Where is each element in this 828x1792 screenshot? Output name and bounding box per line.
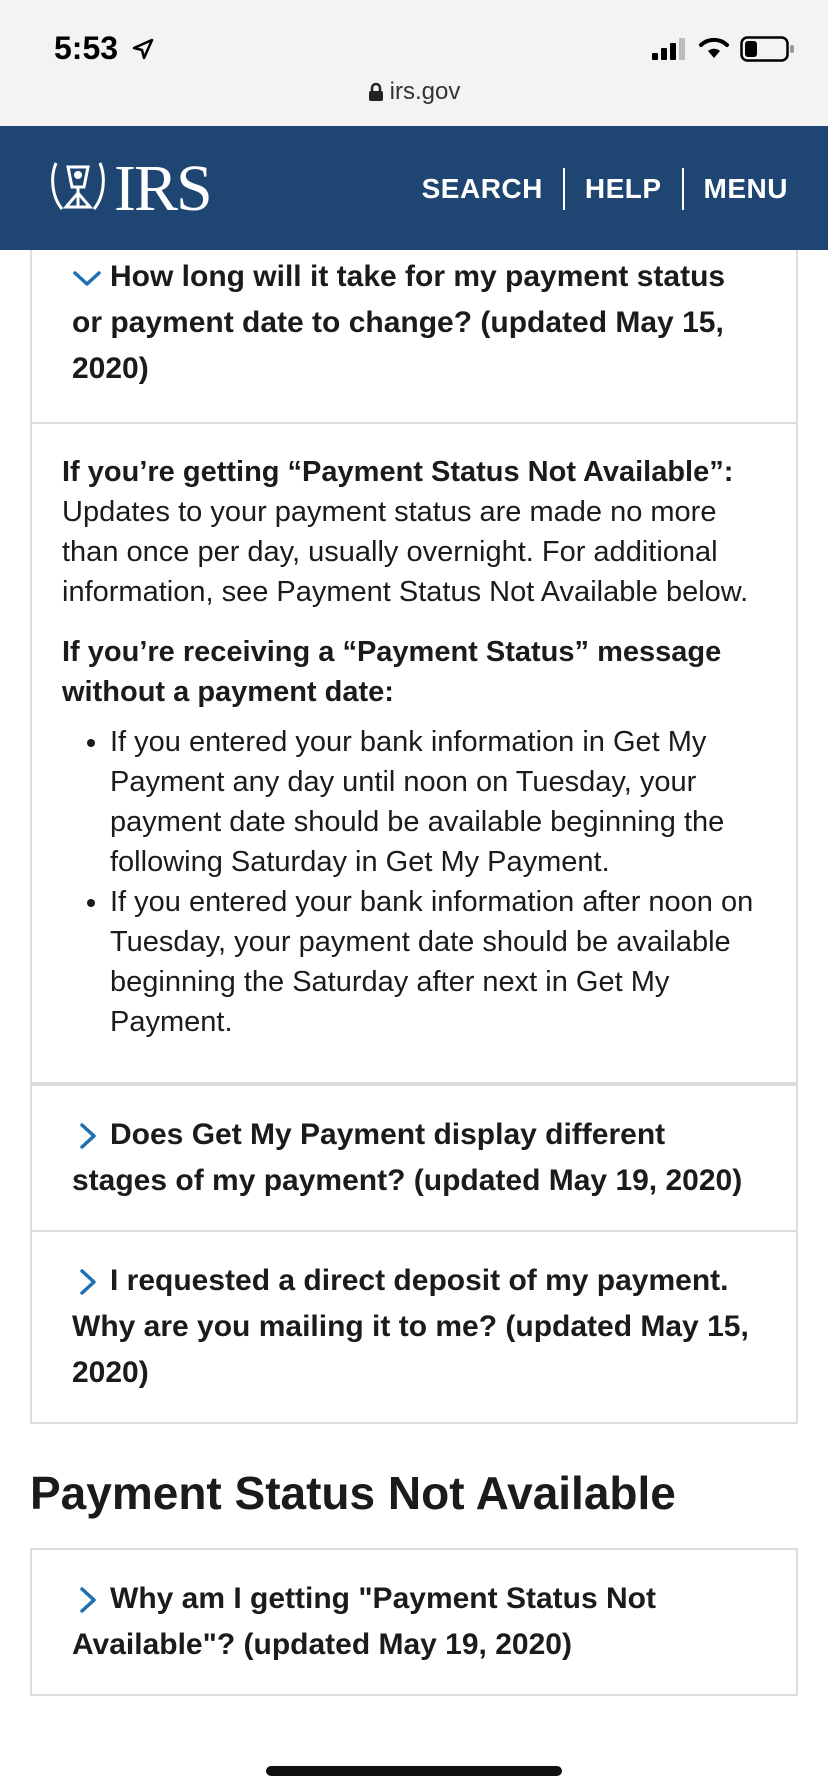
logo-text: IRS (114, 152, 211, 225)
nav-menu[interactable]: MENU (703, 173, 788, 204)
list-item: • If you entered your bank information in Get My Payment any day until noon on Tuesday, your payment date should be available beginning the following Saturday in Get My Payment. (110, 722, 764, 882)
irs-logo[interactable] (46, 154, 211, 224)
section-heading: Payment Status Not Available (30, 1467, 676, 1519)
accordion-expanded (30, 250, 798, 1084)
wifi-icon (698, 36, 730, 60)
paragraph-lead: If you’re receiving a “Payment Status” message without a payment date: (62, 636, 722, 708)
accordion-title: How long will it take for my payment status or payment date to change? (updated May 15, 2020) (72, 260, 726, 385)
accordion-title: Why am I getting "Payment Status Not Available"? (updated May 19, 2020) (72, 1582, 656, 1661)
lock-icon (368, 82, 384, 102)
accordion-item[interactable] (30, 1084, 798, 1232)
accordion-item[interactable] (30, 1232, 798, 1424)
chevron-right-icon (72, 1121, 102, 1151)
paragraph-text: Updates to your payment status are made no more than once per day, usually overnight. For additional information, see Payment Status Not Available below. (62, 496, 749, 608)
bullet-list (62, 722, 764, 1042)
home-indicator[interactable] (266, 1766, 562, 1776)
site-header (0, 126, 828, 250)
paragraph-lead: If you’re getting “Payment Status Not Available”: (62, 456, 734, 488)
chevron-down-icon (72, 268, 102, 288)
nav-help[interactable]: HELP (584, 173, 662, 204)
paragraph (62, 632, 764, 712)
status-bar (0, 0, 828, 126)
cellular-signal-icon (652, 38, 688, 60)
accordion-body (32, 422, 796, 1082)
paragraph (62, 452, 764, 612)
location-arrow-icon (132, 38, 154, 60)
chevron-right-icon (72, 1267, 102, 1297)
accordion-title: I requested a direct deposit of my payment. Why are you mailing it to me? (updated May 15, 2020) (72, 1264, 749, 1389)
chevron-right-icon (72, 1585, 102, 1615)
nav-search[interactable]: SEARCH (421, 173, 543, 204)
battery-icon (740, 36, 796, 62)
accordion-header[interactable] (32, 250, 796, 422)
address-bar[interactable] (0, 78, 828, 106)
main-content (30, 250, 798, 1696)
url-text: irs.gov (389, 78, 461, 105)
list-item: • If you entered your bank information after noon on Tuesday, your payment date should be available beginning the Saturday after next in Get My Payment. (110, 882, 764, 1042)
accordion-item[interactable] (30, 1548, 798, 1696)
clock: 5:53 (54, 30, 119, 66)
main-nav (402, 168, 788, 210)
eagle-seal-icon (46, 157, 110, 221)
accordion-title: Does Get My Payment display different stages of my payment? (updated May 19, 2020) (72, 1118, 743, 1197)
